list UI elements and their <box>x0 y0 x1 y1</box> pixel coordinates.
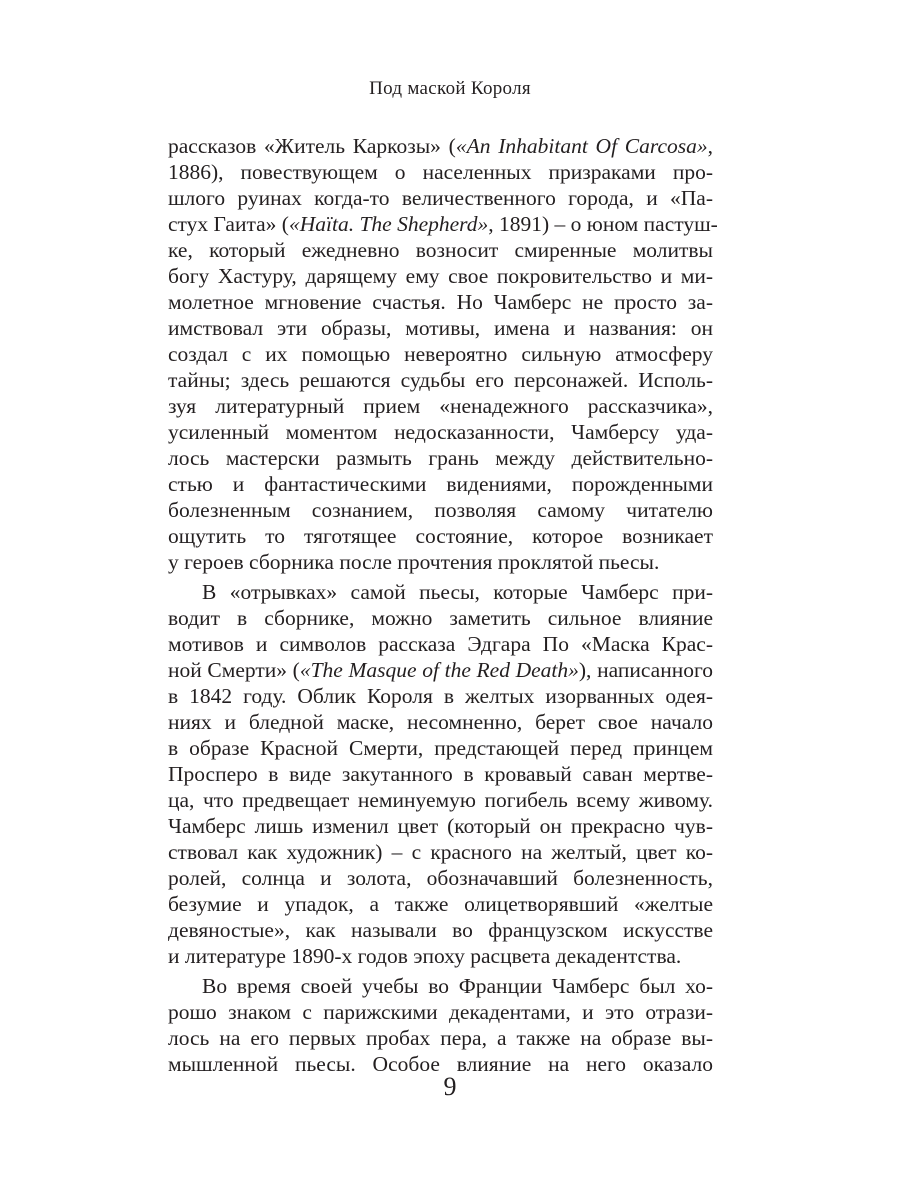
text-segment: имствовал эти образы, мотивы, имена и названия: он <box>168 316 713 340</box>
text-segment: ца, что предвещает неминуемую погибель всему живому. <box>168 788 713 812</box>
text-line <box>168 657 713 683</box>
text-line <box>168 497 713 523</box>
text-line <box>168 419 713 445</box>
text-line <box>168 445 713 471</box>
text-line <box>168 917 713 943</box>
paragraph <box>168 973 713 1077</box>
paragraph <box>168 579 713 969</box>
text-line <box>168 631 713 657</box>
text-line <box>168 159 713 185</box>
text-segment: стух Гаита» ( <box>168 212 289 236</box>
text-line <box>168 1025 713 1051</box>
text-line <box>168 211 718 237</box>
text-segment: мотивов и символов рассказа Эдгара По «Маска Крас- <box>168 632 713 656</box>
text-line <box>168 999 713 1025</box>
text-line <box>168 891 713 917</box>
text-line <box>168 605 713 631</box>
italic-title: «The Masque of the Red Death» <box>299 658 579 682</box>
text-line <box>168 367 713 393</box>
text-segment: лось на его первых пробах пера, а также на образе вы- <box>168 1026 713 1050</box>
text-segment: молетное мгновение счастья. Но Чамберс не просто за- <box>168 290 713 314</box>
text-segment: в 1842 году. Облик Короля в желтых изорванных одея- <box>168 684 713 708</box>
text-line <box>168 865 713 891</box>
text-segment: создал с их помощью невероятно сильную атмосферу <box>168 342 713 366</box>
text-line <box>168 263 713 289</box>
text-line <box>168 185 713 211</box>
text-segment: , <box>707 134 713 158</box>
text-segment: ствовал как художник) – с красного на желтый, цвет ко- <box>168 840 713 864</box>
text-segment: ниях и бледной маске, несомненно, берет свое начало <box>168 710 713 734</box>
text-line <box>168 393 713 419</box>
text-segment: ощутить то тяготящее состояние, которое возникает <box>168 524 713 548</box>
text-segment: болезненным сознанием, позволяя самому читателю <box>168 498 713 522</box>
text-line <box>168 237 713 263</box>
text-segment: ), написанного <box>578 658 713 682</box>
text-line <box>168 315 713 341</box>
text-line <box>168 943 713 969</box>
text-segment: рошо знаком с парижскими декадентами, и это отрази- <box>168 1000 713 1024</box>
text-segment: В «отрывках» самой пьесы, которые Чамберс при- <box>202 580 713 604</box>
text-segment: Во время своей учебы во Франции Чамберс был хо- <box>202 974 713 998</box>
text-segment: шлого руинах когда-то величественного города, и «Па- <box>168 186 713 210</box>
text-segment: водит в сборнике, можно заметить сильное влияние <box>168 606 713 630</box>
text-segment: Просперо в виде закутанного в кровавый саван мертве- <box>168 762 713 786</box>
text-segment: стью и фантастическими видениями, порожденными <box>168 472 713 496</box>
text-segment: девяностые», как называли во французском искусстве <box>168 918 713 942</box>
text-line <box>168 133 713 159</box>
text-line <box>168 523 713 549</box>
text-segment: усиленный моментом недосказанности, Чамберсу уда- <box>168 420 713 444</box>
text-line <box>168 813 713 839</box>
text-segment: рассказов «Житель Каркозы» ( <box>168 134 456 158</box>
text-segment: и литературе 1890-х годов эпоху расцвета декадентства. <box>168 944 682 968</box>
page-number: 9 <box>443 1072 457 1101</box>
text-segment: мышленной пьесы. Особое влияние на него оказало <box>168 1052 713 1076</box>
text-line <box>168 289 713 315</box>
text-segment: в образе Красной Смерти, предстающей перед принцем <box>168 736 713 760</box>
text-line <box>168 709 713 735</box>
text-line <box>168 787 713 813</box>
text-line <box>168 735 713 761</box>
running-head: Под маской Короля <box>369 78 531 99</box>
text-segment: тайны; здесь решаются судьбы его персонажей. Исполь- <box>168 368 713 392</box>
text-segment: 1886), повествующем о населенных призраками про- <box>168 160 713 184</box>
text-line <box>168 471 713 497</box>
text-line <box>168 549 713 575</box>
text-segment: ке, который ежедневно возносит смиренные молитвы <box>168 238 713 262</box>
text-line <box>168 839 713 865</box>
text-line <box>168 683 713 709</box>
text-segment: богу Хастуру, дарящему ему свое покровительство и ми- <box>168 264 713 288</box>
text-segment: Чамберс лишь изменил цвет (который он прекрасно чув- <box>168 814 713 838</box>
italic-title: «An Inhabitant Of Carcosa» <box>455 134 708 158</box>
body-text <box>168 133 718 1077</box>
text-segment: ной Смерти» ( <box>168 658 300 682</box>
text-segment: зуя литературный прием «ненадежного рассказчика», <box>168 394 713 418</box>
text-line <box>168 579 713 605</box>
text-line <box>168 761 713 787</box>
text-segment: у героев сборника после прочтения проклятой пьесы. <box>168 550 660 574</box>
paragraph <box>168 133 718 575</box>
text-line <box>168 341 713 367</box>
text-segment: , 1891) – о юном пастуш- <box>488 212 718 236</box>
text-segment: ролей, солнца и золота, обозначавший болезненность, <box>168 866 713 890</box>
italic-title: «Haïta. The Shepherd» <box>288 212 489 236</box>
text-segment: лось мастерски размыть грань между действительно- <box>168 446 713 470</box>
text-segment: безумие и упадок, а также олицетворявший «желтые <box>168 892 713 916</box>
text-line <box>168 973 713 999</box>
